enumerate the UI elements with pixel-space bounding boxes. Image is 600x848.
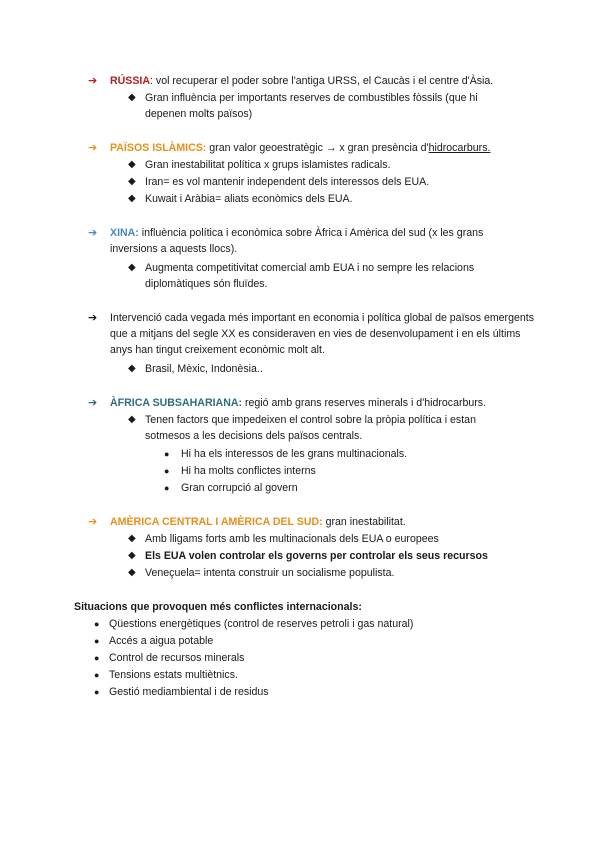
africa-text: regió amb grans reserves minerals i d'hidrocarburs. [242,397,487,409]
africa-dot-text: Hi ha molts conflictes interns [181,465,316,477]
section-china-line [110,225,508,257]
africa-sub-item [128,412,508,444]
arrow-icon: ➔ [88,397,98,409]
situations-item [94,684,269,700]
bullet-icon: ● [164,483,170,493]
arrow-icon: ➔ [88,516,98,528]
diamond-icon: ◆ [128,550,136,561]
africa-dot-text: Hi ha els interessos de les grans multinacionals. [181,448,408,460]
africa-dot-text: Gran corrupció al govern [181,482,298,494]
china-text: influència política i econòmica sobre Àfrica i Amèrica del sud (x les grans inversions a aquests llocs). [110,227,484,255]
islamic-sub-item [128,191,528,207]
section-africa-line [110,395,538,411]
bullet-icon: ● [164,449,170,459]
islamic-sub-item [128,174,528,190]
diamond-icon: ◆ [128,414,136,425]
islamic-sub-text: Gran inestabilitat política x grups islamistes radicals. [145,159,391,171]
diamond-icon: ◆ [128,363,136,374]
america-sub-text: Veneçuela= intenta construir un socialisme populista. [145,567,395,579]
russia-sub-text: Gran influència per importants reserves de combustibles fòssils (que hi depenen molts països) [145,92,478,120]
section-islamic [88,140,538,156]
section-russia-line [110,73,538,89]
situations-item-text: Accés a aigua potable [109,635,214,647]
america-sub-item [128,548,528,564]
islamic-sub-text: Kuwait i Aràbia= aliats econòmics dels EUA. [145,193,353,205]
situations-item-text: Tensions estats multiètnics. [109,669,238,681]
section-america-line [110,514,538,530]
diamond-icon: ◆ [128,193,136,204]
section-africa [88,395,538,411]
russia-text: : vol recuperar el poder sobre l'antiga URSS, el Caucàs i el centre d'Àsia. [150,75,494,87]
islamic-text: gran valor geoestratègic → x gran presència d' [206,142,429,154]
islamic-sub-text: Iran= es vol mantenir independent dels interessos dels EUA. [145,176,430,188]
situations-item-text: Qüestions energètiques (control de reserves petroli i gas natural) [109,618,414,630]
situations-item [94,633,213,649]
america-text: gran inestabilitat. [322,516,406,528]
emerging-sub-text: Brasil, Mèxic, Indonèsia.. [145,363,263,375]
section-russia [88,73,538,89]
arrow-icon: ➔ [88,142,98,154]
diamond-icon: ◆ [128,567,136,578]
africa-sub-text: Tenen factors que impedeixen el control sobre la pròpia política i estan sotmesos a les decisions dels països centrals. [145,414,476,442]
bullet-icon: ● [94,687,100,697]
africa-label: ÀFRICA SUBSAHARIANA: [110,397,243,409]
situations-item-text: Gestió mediambiental i de residus [109,686,269,698]
situations-item [94,650,244,666]
america-sub-item [128,565,528,581]
islamic-sub-item [128,157,528,173]
section-islamic-line [110,140,538,156]
africa-dot-item [164,480,298,496]
diamond-icon: ◆ [128,176,136,187]
diamond-icon: ◆ [128,159,136,170]
bullet-icon: ● [94,670,100,680]
arrow-icon: ➔ [88,75,98,87]
section-china [88,225,508,257]
emerging-sub-item [128,361,528,377]
america-label: AMÈRICA CENTRAL I AMÈRICA DEL SUD: [110,516,323,528]
bullet-icon: ● [164,466,170,476]
china-label: XINA: [110,227,139,239]
section-emerging [88,310,536,358]
bullet-icon: ● [94,636,100,646]
islamic-label: PAÏSOS ISLÀMICS: [110,142,207,154]
bullet-icon: ● [94,653,100,663]
america-sub-text: Amb lligams forts amb les multinacionals dels EUA o europees [145,533,439,545]
diamond-icon: ◆ [128,262,136,273]
china-sub-item [128,260,523,292]
america-sub-text: Els EUA volen controlar els governs per controlar els seus recursos [145,550,488,562]
arrow-icon: ➔ [88,312,98,324]
arrow-icon: ➔ [88,227,98,239]
russia-sub-item [128,90,528,122]
situations-item [94,616,413,632]
africa-dot-item [164,446,407,462]
diamond-icon: ◆ [128,92,136,103]
situations-item [94,667,238,683]
russia-label: RÚSSIA [110,75,151,87]
diamond-icon: ◆ [128,533,136,544]
bullet-icon: ● [94,619,100,629]
islamic-underlined-text: hidrocarburs. [428,142,491,154]
china-sub-text: Augmenta competitivitat comercial amb EUA i no sempre les relacions diplomàtiques són fluïdes. [145,262,475,290]
africa-dot-item [164,463,316,479]
section-america [88,514,538,530]
situations-item-text: Control de recursos minerals [109,652,245,664]
america-sub-item [128,531,528,547]
emerging-text: Intervenció cada vegada més important en economia i política global de països emergents que a mitjans del segle XX es consideraven en vies de desenvolupament i en els últims anys han tingut creixement econòmic molt alt. [110,312,534,356]
situations-heading: Situacions que provoquen més conflictes internacionals: [74,601,362,613]
